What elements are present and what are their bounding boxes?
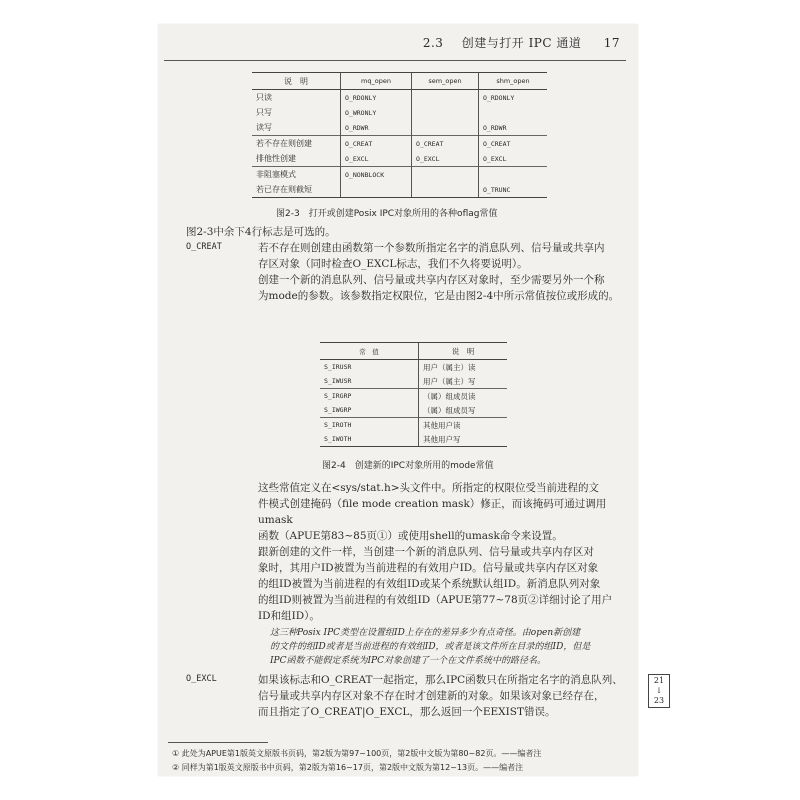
figure-title: 创建新的IPC对象所用的mode常值: [354, 461, 494, 471]
text-line: IPC函数不能假定系统为IPC对象创建了一个在文件系统中的路径名。: [270, 656, 546, 666]
text-line: 的组ID则被置为当前进程的有效组ID（APUE第77~78页②详细讨论了用户: [258, 594, 613, 606]
table-cell: 其他用户写: [419, 432, 508, 447]
permission-paragraph: [258, 480, 638, 624]
table-cell: [412, 90, 479, 106]
text-line: 若不存在则创建由函数第一个参数所指定名字的消息队列、信号量或共享内: [258, 242, 605, 254]
figure-number: 图2-4: [322, 461, 346, 471]
table-header: 常 值: [320, 343, 419, 360]
table-cell: S_IROTH: [320, 418, 419, 433]
o-creat-description: [258, 240, 619, 304]
text-line: 象时，其用户ID被置为当前进程的有效用户ID。信号量或共享内存区对象: [258, 562, 599, 574]
table-row: [252, 151, 547, 167]
ref-arrow: ↓: [655, 686, 663, 695]
table-row: [252, 136, 547, 152]
table-cell: S_IRUSR: [324, 363, 352, 371]
table-row: [252, 182, 547, 198]
text-line: 为mode的参数。该参数指定权限位，它是由图2-4中所示常值按位或形成的。: [258, 290, 620, 302]
table-cell: O_CREAT: [341, 136, 412, 152]
section-number: 2.3: [422, 36, 444, 50]
ref-page-start: 21: [653, 676, 665, 685]
footnote-rule: [168, 742, 268, 743]
table-cell: O_TRUNC: [479, 182, 548, 198]
figure-number: 图2-3: [276, 209, 300, 219]
figure-title: 打开或创建Posix IPC对象所用的各种oflag常值: [308, 209, 498, 219]
table-cell: O_RDONLY: [341, 90, 412, 106]
table-cell: O_RDWR: [341, 120, 412, 136]
page-reference-box: [648, 674, 670, 708]
text-line: 创建一个新的消息队列、信号量或共享内存区对象时，至少需要另外一个称: [258, 274, 605, 286]
table-header: 说 明: [252, 73, 341, 90]
text-line: 信号量或共享内存区对象不存在时才创建新的对象。如果该对象已经存在，: [258, 690, 605, 702]
table-cell: O_RDWR: [479, 120, 548, 136]
page-number: 17: [603, 36, 620, 50]
text-line: 如果该标志和O_CREAT一起指定，那么IPC函数只在所指定名字的消息队列、: [258, 674, 623, 686]
book-page: [158, 24, 665, 776]
table-cell: 只写: [256, 108, 272, 117]
ref-page-end: 23: [653, 696, 665, 705]
footnote: ① 此处为APUE第1版英文原版书页码，第2版为第97~100页，第2版中文版为第80~82页。——编者注: [172, 749, 542, 758]
mode-table: [320, 342, 507, 447]
table-cell: 排他性创建: [256, 154, 296, 163]
table-cell: [412, 105, 479, 120]
text-line: ID和组ID）。: [258, 610, 320, 622]
table-cell: （属）组成员读: [419, 389, 508, 404]
table-row: [252, 90, 547, 106]
table-cell: [412, 182, 479, 198]
o-creat-term: O_CREAT: [186, 242, 222, 252]
table-row: [252, 120, 547, 136]
text-line: 而且指定了O_CREAT|O_EXCL，那么返回一个EEXIST错误。: [258, 706, 556, 718]
table-row: [320, 374, 507, 389]
table-row: [320, 389, 507, 404]
table-cell: O_RDONLY: [479, 90, 548, 106]
table-header: 说 明: [419, 343, 508, 360]
table-row: [320, 432, 507, 447]
table-cell: [479, 167, 548, 183]
text-line: 这些常值定义在<sys/stat.h>头文件中。所指定的权限位受当前进程的文: [258, 482, 600, 494]
text-line: 存区对象（同时检查O_EXCL标志，我们不久将要说明）。: [258, 258, 528, 270]
o-excl-description: [258, 672, 623, 720]
table-cell: （属）组成员写: [419, 403, 508, 418]
table-row: [252, 167, 547, 183]
text-line: 这三种Posix IPC类型在设置组ID上存在的差异多少有点奇怪。由open新创建: [270, 628, 581, 638]
table-cell: [412, 120, 479, 136]
o-excl-term: O_EXCL: [186, 674, 217, 684]
table-cell: [479, 105, 548, 120]
table-row: [320, 360, 507, 375]
note-block: [270, 626, 620, 668]
footnote: ② 同样为第1版英文原版书中页码，第2版为第16~17页，第2版中文版为第12~13页。——编者注: [172, 763, 524, 772]
figure-caption: [276, 206, 497, 219]
table-cell: O_CREAT: [412, 136, 479, 152]
table-cell: [412, 167, 479, 183]
table-cell: 若不存在则创建: [252, 136, 341, 152]
table-cell: 其他用户读: [419, 418, 508, 433]
section-title: 创建与打开 IPC 通道: [461, 36, 582, 50]
figure-caption: [322, 458, 494, 471]
header-rule: [164, 60, 626, 61]
table-cell: 读写: [256, 123, 272, 132]
text-line: 的文件的组ID或者是当前进程的有效组ID，或者是该文件所在目录的组ID，但是: [270, 642, 591, 652]
text-line: 函数（APUE第83~85页①）或使用shell的umask命令来设置。: [258, 530, 563, 542]
table-row: [320, 418, 507, 433]
table-cell: S_IWGRP: [324, 406, 352, 414]
table-cell: O_WRONLY: [341, 105, 412, 120]
table-cell: 只读: [256, 93, 272, 102]
running-header: [158, 34, 620, 51]
text-line: 跟新创建的文件一样，当创建一个新的消息队列、信号量或共享内存区对: [258, 546, 594, 558]
table-cell: 非阻塞模式: [252, 167, 341, 183]
oflag-table: [252, 72, 547, 198]
table-cell: O_EXCL: [341, 151, 412, 167]
table-header: mq_open: [341, 73, 412, 90]
table-cell: O_EXCL: [412, 151, 479, 167]
table-header: shm_open: [479, 73, 548, 90]
table-row: [320, 403, 507, 418]
text-line: 件模式创建掩码（file mode creation mask）修正，而该掩码可通过调用umask: [258, 498, 607, 526]
table-cell: S_IWOTH: [320, 432, 419, 447]
text-line: 的组ID被置为当前进程的有效组ID或某个系统默认组ID。新消息队列对象: [258, 578, 601, 590]
table-cell: 若已存在则截短: [252, 182, 341, 198]
table-cell: S_IWUSR: [324, 377, 352, 385]
table-header: sem_open: [412, 73, 479, 90]
table-cell: 用户（属主）读: [419, 360, 508, 375]
table-row: [252, 105, 547, 120]
table-cell: O_EXCL: [479, 151, 548, 167]
table-cell: O_NONBLOCK: [341, 167, 412, 183]
table-cell: [341, 182, 412, 198]
table-cell: S_IRGRP: [320, 389, 419, 404]
table-cell: O_CREAT: [479, 136, 548, 152]
intro-text: 图2-3中余下4行标志是可选的。: [186, 226, 336, 238]
table-cell: 用户（属主）写: [419, 374, 508, 389]
